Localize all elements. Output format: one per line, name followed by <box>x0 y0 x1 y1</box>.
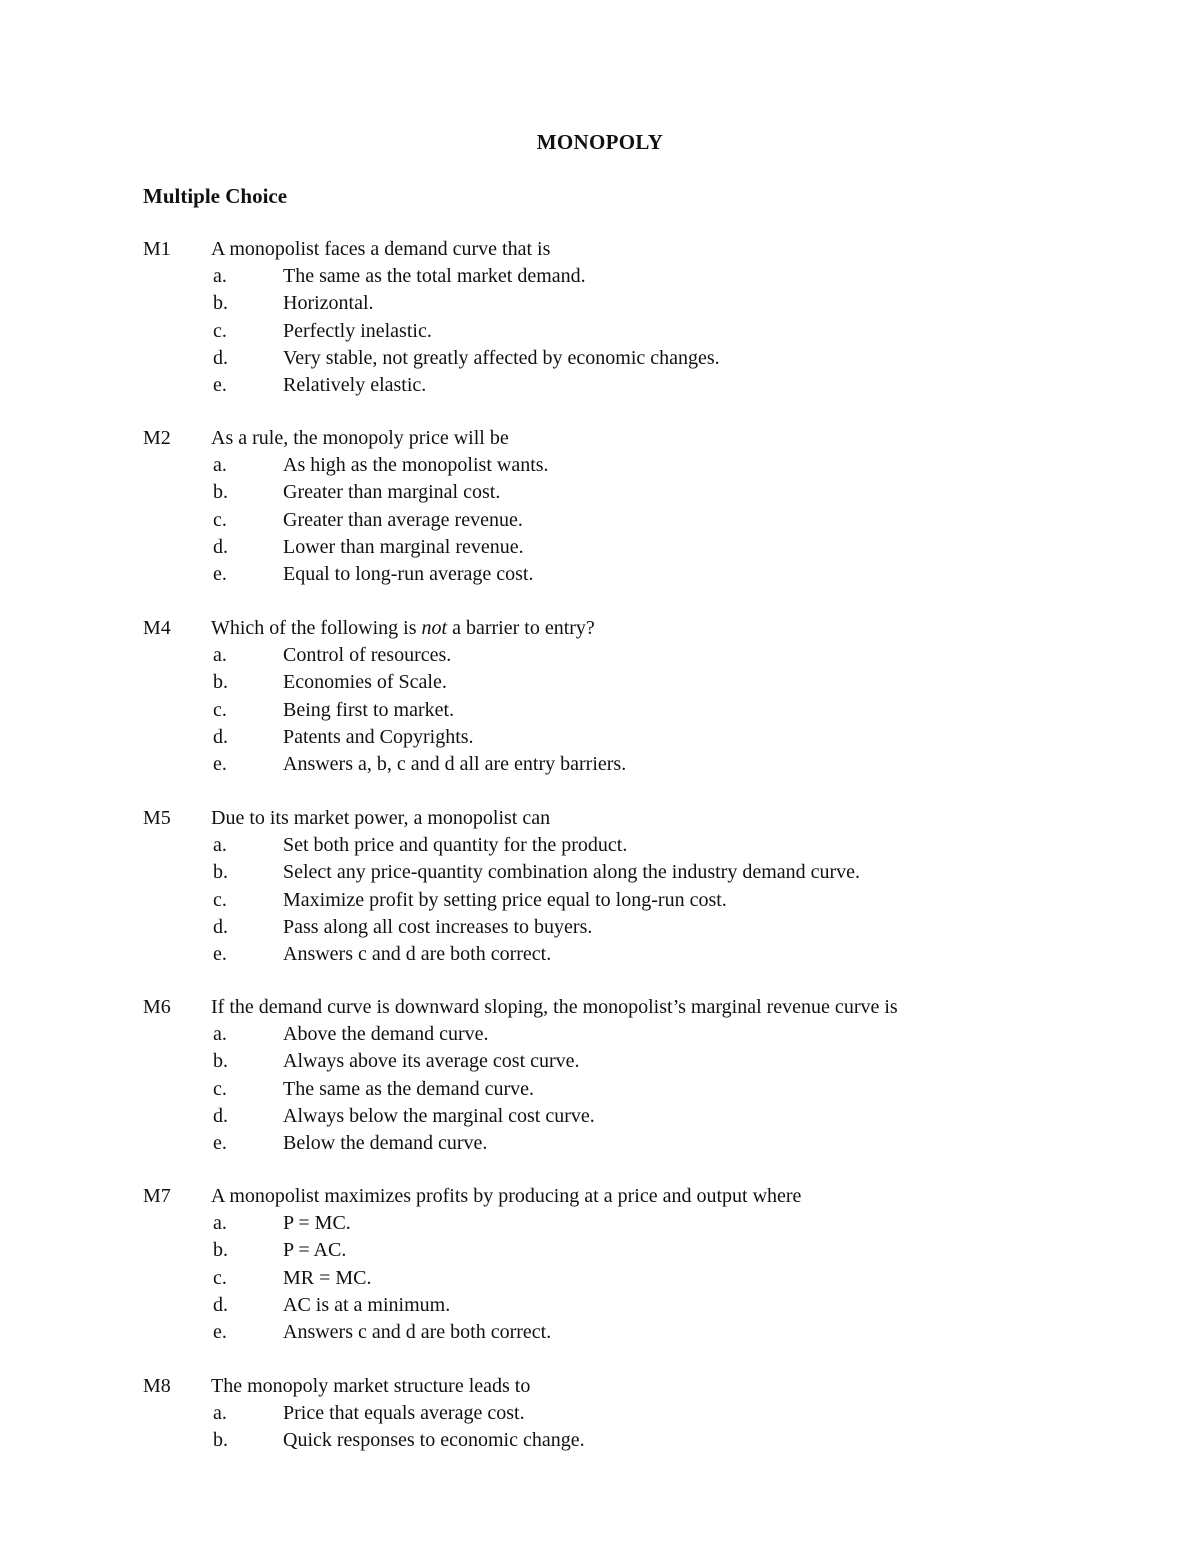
question-m5 <box>0 805 1200 968</box>
option-letter: d. <box>213 346 228 369</box>
option-c <box>0 697 1200 724</box>
option-c <box>0 887 1200 914</box>
option-text: P = MC. <box>283 1212 351 1235</box>
option-text: Price that equals average cost. <box>283 1402 525 1425</box>
question-stem <box>0 994 1200 1021</box>
option-text: Lower than marginal revenue. <box>283 535 524 558</box>
question-number: M8 <box>143 1375 171 1397</box>
question-number: M2 <box>143 427 171 449</box>
option-text: Greater than average revenue. <box>283 508 523 531</box>
option-text: Perfectly inelastic. <box>283 319 432 342</box>
option-letter: c. <box>213 888 227 911</box>
option-letter: b. <box>213 671 228 694</box>
option-letter: c. <box>213 319 227 342</box>
question-stem <box>0 805 1200 832</box>
option-a <box>0 1210 1200 1237</box>
option-letter: a. <box>213 454 227 477</box>
option-letter: a. <box>213 265 227 288</box>
option-text: Select any price-quantity combination along the industry demand curve. <box>283 861 861 884</box>
option-letter: d. <box>213 725 228 748</box>
option-text: Relatively elastic. <box>283 373 427 396</box>
option-text: Answers c and d are both correct. <box>283 1320 552 1343</box>
emphasis-text: not <box>421 617 448 639</box>
question-stem <box>0 1373 1200 1400</box>
option-a <box>0 1021 1200 1048</box>
option-c <box>0 1076 1200 1103</box>
page-title: MONOPOLY <box>536 130 664 154</box>
option-e <box>0 1319 1200 1346</box>
option-letter: e. <box>213 942 227 965</box>
option-text: Control of resources. <box>283 644 452 667</box>
question-stem <box>0 1183 1200 1210</box>
option-d <box>0 1103 1200 1130</box>
option-letter: a. <box>213 1212 227 1235</box>
option-letter: a. <box>213 1402 227 1425</box>
option-text: Always below the marginal cost curve. <box>283 1104 595 1127</box>
option-text: Below the demand curve. <box>283 1131 488 1154</box>
option-letter: b. <box>213 1050 228 1073</box>
option-letter: c. <box>213 698 227 721</box>
option-b <box>0 479 1200 506</box>
question-text: Due to its market power, a monopolist can <box>211 807 551 829</box>
option-e <box>0 941 1200 968</box>
question-stem <box>0 236 1200 263</box>
option-text: Horizontal. <box>283 292 374 315</box>
question-m4 <box>0 615 1200 778</box>
option-text: Always above its average cost curve. <box>283 1050 580 1073</box>
option-b <box>0 669 1200 696</box>
option-b <box>0 1237 1200 1264</box>
question-text: As a rule, the monopoly price will be <box>211 427 509 449</box>
question-text: If the demand curve is downward sloping, the monopolist’s marginal revenue curve is <box>211 996 898 1018</box>
option-c <box>0 318 1200 345</box>
option-letter: b. <box>213 861 228 884</box>
option-a <box>0 832 1200 859</box>
question-text: A monopolist faces a demand curve that is <box>211 238 551 260</box>
option-letter: e. <box>213 562 227 585</box>
option-letter: c. <box>213 1077 227 1100</box>
option-text: MR = MC. <box>283 1266 372 1289</box>
question-number: M5 <box>143 807 171 829</box>
question-number: M4 <box>143 617 171 639</box>
question-m2 <box>0 425 1200 588</box>
option-letter: e. <box>213 752 227 775</box>
question-text: The monopoly market structure leads to <box>211 1375 531 1397</box>
option-a <box>0 642 1200 669</box>
option-text: Maximize profit by setting price equal to long-run cost. <box>283 888 727 911</box>
option-letter: b. <box>213 1429 228 1452</box>
option-letter: d. <box>213 1104 228 1127</box>
option-letter: e. <box>213 1320 227 1343</box>
section-heading: Multiple Choice <box>143 184 288 208</box>
option-d <box>0 724 1200 751</box>
question-m8 <box>0 1373 1200 1455</box>
option-letter: a. <box>213 1023 227 1046</box>
option-letter: a. <box>213 834 227 857</box>
option-text: Patents and Copyrights. <box>283 725 474 748</box>
option-e <box>0 751 1200 778</box>
option-text: Answers a, b, c and d all are entry barriers. <box>283 752 627 775</box>
option-text: Economies of Scale. <box>283 671 447 694</box>
option-letter: a. <box>213 644 227 667</box>
question-stem <box>0 425 1200 452</box>
option-letter: d. <box>213 535 228 558</box>
option-letter: e. <box>213 373 227 396</box>
option-d <box>0 345 1200 372</box>
option-text: Set both price and quantity for the product. <box>283 834 628 857</box>
option-a <box>0 1400 1200 1427</box>
option-text: The same as the total market demand. <box>283 265 586 288</box>
option-d <box>0 914 1200 941</box>
option-e <box>0 561 1200 588</box>
question-number: M6 <box>143 996 171 1018</box>
option-letter: d. <box>213 1293 228 1316</box>
option-letter: d. <box>213 915 228 938</box>
question-stem <box>0 615 1200 642</box>
question-text: Which of the following is not a barrier to entry? <box>211 617 595 639</box>
option-b <box>0 1427 1200 1454</box>
option-letter: e. <box>213 1131 227 1154</box>
question-m6 <box>0 994 1200 1157</box>
option-text: P = AC. <box>283 1239 347 1262</box>
option-a <box>0 263 1200 290</box>
question-number: M1 <box>143 238 171 260</box>
option-letter: b. <box>213 292 228 315</box>
option-text: Above the demand curve. <box>283 1023 489 1046</box>
option-text: Equal to long-run average cost. <box>283 562 534 585</box>
option-letter: b. <box>213 481 228 504</box>
option-a <box>0 452 1200 479</box>
question-m1 <box>0 236 1200 399</box>
option-text: Greater than marginal cost. <box>283 481 501 504</box>
option-text: Answers c and d are both correct. <box>283 942 552 965</box>
option-text: As high as the monopolist wants. <box>283 454 549 477</box>
option-text: Quick responses to economic change. <box>283 1429 585 1452</box>
option-letter: b. <box>213 1239 228 1262</box>
option-text: AC is at a minimum. <box>283 1293 451 1316</box>
option-letter: c. <box>213 1266 227 1289</box>
option-b <box>0 290 1200 317</box>
question-m7 <box>0 1183 1200 1346</box>
option-d <box>0 534 1200 561</box>
option-text: Pass along all cost increases to buyers. <box>283 915 593 938</box>
option-c <box>0 1265 1200 1292</box>
option-b <box>0 1048 1200 1075</box>
question-number: M7 <box>143 1185 171 1207</box>
option-text: Being first to market. <box>283 698 455 721</box>
option-text: The same as the demand curve. <box>283 1077 535 1100</box>
option-c <box>0 507 1200 534</box>
option-e <box>0 1130 1200 1157</box>
option-e <box>0 372 1200 399</box>
option-d <box>0 1292 1200 1319</box>
option-b <box>0 859 1200 886</box>
question-text: A monopolist maximizes profits by producing at a price and output where <box>211 1185 802 1207</box>
option-letter: c. <box>213 508 227 531</box>
option-text: Very stable, not greatly affected by economic changes. <box>283 346 720 369</box>
